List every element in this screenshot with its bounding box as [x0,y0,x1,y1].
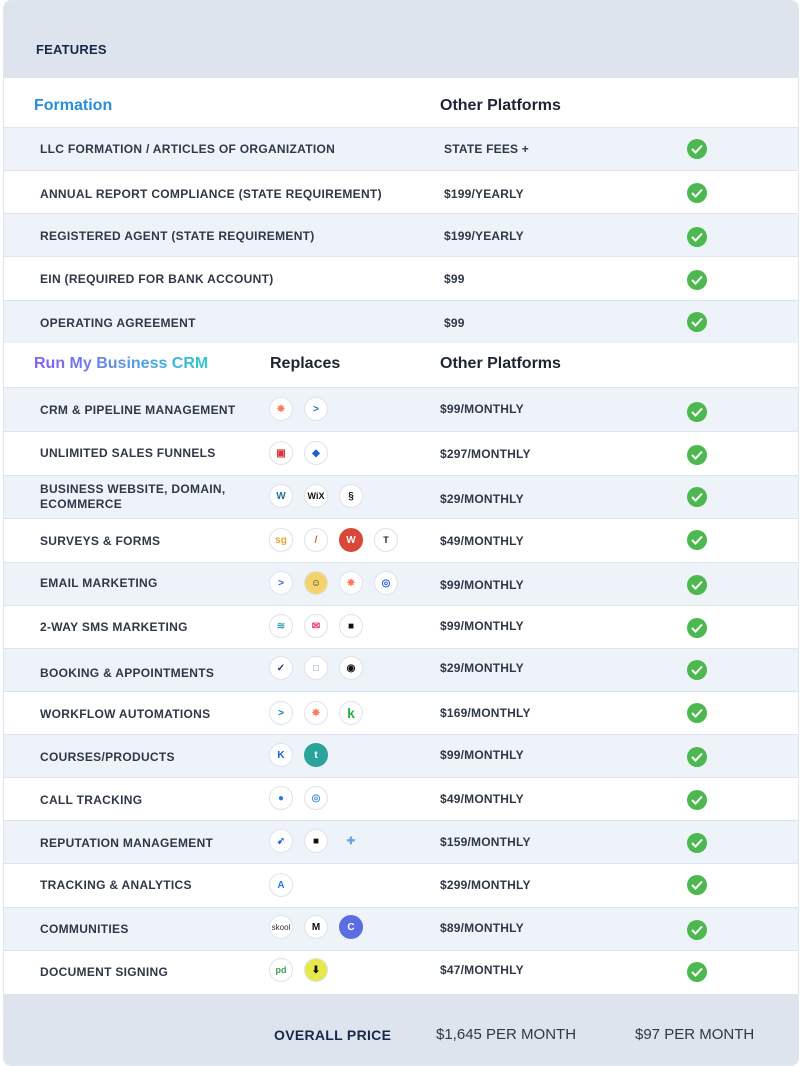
feature-label: BOOKING & APPOINTMENTS [40,666,215,680]
analytics-icon: A [269,873,293,897]
other-price: $99 [444,272,465,286]
our-total: $97 PER MONTH [635,1026,755,1043]
feature-label: LLC FORMATION / ARTICLES OF ORGANIZATION [40,142,336,156]
check-icon [687,875,707,895]
feature-label-line2: ECOMMERCE [40,497,123,511]
constant-contact-icon: ◎ [374,571,398,595]
table-row [4,734,798,777]
table-row [4,387,798,431]
table-row [4,863,798,907]
calendly-icon: ✓ [269,656,293,680]
replaces-icons [269,786,328,810]
replaces-icons [269,528,398,552]
check-icon [687,618,707,638]
other-price: $99 [444,316,465,330]
activecampaign-icon: > [304,397,328,421]
other-price: $47/MONTHLY [440,963,524,977]
formation-section-header [4,85,798,127]
other-price: $29/MONTHLY [440,661,524,675]
feature-label: WORKFLOW AUTOMATIONS [40,707,211,721]
other-platforms-total: $1,645 PER MONTH [436,1026,577,1043]
mailchimp-icon: ☺ [304,571,328,595]
feature-label: ANNUAL REPORT COMPLIANCE (STATE REQUIREMENT) [40,187,382,201]
wix-icon: WiX [304,484,328,508]
check-icon [687,790,707,810]
calendar-icon: □ [304,656,328,680]
overall-price-footer [4,994,798,1065]
other-price: $99/MONTHLY [440,578,524,592]
replaces-icons [269,397,328,421]
other-price: $169/MONTHLY [440,706,531,720]
feature-label: REGISTERED AGENT (STATE REQUIREMENT) [40,229,315,243]
feature-label: COMMUNITIES [40,922,129,936]
table-row [4,213,798,256]
feature-label: 2-WAY SMS MARKETING [40,620,188,634]
crm-section-header [4,343,798,385]
feature-label: OPERATING AGREEMENT [40,316,196,330]
birdeye-icon: ➶ [269,829,293,853]
kajabi-icon: K [269,743,293,767]
check-icon [687,183,707,203]
other-price: $99/MONTHLY [440,619,524,633]
table-row [4,605,798,648]
other-price: $29/MONTHLY [440,492,524,506]
skool-icon: skool [269,915,293,939]
feature-label: COURSES/PRODUCTS [40,750,175,764]
typeform-icon: T [374,528,398,552]
activecampaign-icon: > [269,701,293,725]
feature-label [40,482,226,512]
table-row [4,907,798,950]
features-title: FEATURES [36,42,107,57]
table-row [4,691,798,734]
surveygizmo-icon: sg [269,528,293,552]
leadpages-icon: ◆ [304,441,328,465]
feature-label: CALL TRACKING [40,793,143,807]
other-price: $159/MONTHLY [440,835,531,849]
check-icon [687,487,707,507]
check-icon [687,227,707,247]
clickfunnels-icon: ▣ [269,441,293,465]
table-row [4,777,798,820]
replaces-icons [269,441,328,465]
replaces-icons [269,484,363,508]
check-icon [687,270,707,290]
grade-us-icon: ✚ [346,835,356,847]
check-icon [687,402,707,422]
check-icon [687,445,707,465]
formation-other-platforms-header: Other Platforms [440,97,561,114]
check-icon [687,833,707,853]
other-price: $99/MONTHLY [440,748,524,762]
teachable-icon: t [304,743,328,767]
other-price: $199/YEARLY [444,229,524,243]
pandadoc-icon: pd [269,958,293,982]
check-icon [687,920,707,940]
replaces-icons [269,873,293,897]
mighty-networks-icon: M [304,915,328,939]
check-icon [687,660,707,680]
wordpress-icon: W [269,484,293,508]
table-row [4,431,798,475]
crm-title: Run My Business CRM [34,355,209,372]
feature-label: CRM & PIPELINE MANAGEMENT [40,403,236,417]
replaces-icons [269,571,398,595]
surveymonkey-icon: / [304,528,328,552]
hubspot-icon: ✸ [304,701,328,725]
other-price: $299/MONTHLY [440,878,531,892]
acuity-icon: ◉ [339,656,363,680]
table-row [4,950,798,994]
table-row [4,562,798,605]
check-icon [687,747,707,767]
replaces-icons [269,614,363,638]
crm-other-platforms-header: Other Platforms [440,355,561,372]
podium-icon: ■ [339,614,363,638]
replaces-icons [269,958,328,982]
feature-label: EMAIL MARKETING [40,576,158,590]
check-icon [687,575,707,595]
feature-label: SURVEYS & FORMS [40,534,161,548]
check-icon [687,312,707,332]
feature-label: EIN (REQUIRED FOR BANK ACCOUNT) [40,272,274,286]
check-icon [687,962,707,982]
location-pin-icon: ● [269,786,293,810]
squarespace-icon: § [339,484,363,508]
table-row [4,518,798,562]
other-price: $49/MONTHLY [440,792,524,806]
table-row [4,256,798,300]
pricing-comparison-table [3,0,799,1066]
textmagic-icon: ✉ [304,614,328,638]
other-price: $49/MONTHLY [440,534,524,548]
podium-icon: ■ [304,829,328,853]
replaces-icons [269,915,363,939]
other-price: $89/MONTHLY [440,921,524,935]
feature-label: REPUTATION MANAGEMENT [40,836,214,850]
wufoo-icon: W [339,528,363,552]
hubspot-icon: ✸ [339,571,363,595]
table-row [4,127,798,170]
table-row [4,475,798,518]
other-price: $99/MONTHLY [440,402,524,416]
other-price: STATE FEES + [444,142,529,156]
hubspot-icon: ✸ [269,397,293,421]
formation-title: Formation [34,97,113,114]
circle-icon: C [339,915,363,939]
other-price: $199/YEARLY [444,187,524,201]
overall-price-label: OVERALL PRICE [274,1027,392,1043]
replaces-header: Replaces [270,355,341,372]
table-row [4,820,798,863]
replaces-icons [269,656,363,680]
activecampaign-icon: > [269,571,293,595]
docusign-icon: ⬇ [304,958,328,982]
replaces-icons [269,743,328,767]
keap-icon: k [339,701,363,725]
check-icon [687,139,707,159]
features-header [4,1,798,78]
feature-label: UNLIMITED SALES FUNNELS [40,446,216,460]
table-row [4,170,798,213]
feature-label-line1: BUSINESS WEBSITE, DOMAIN, [40,482,226,496]
feature-label: DOCUMENT SIGNING [40,965,169,979]
feature-label: TRACKING & ANALYTICS [40,878,192,892]
callrail-icon: ◎ [304,786,328,810]
other-price: $297/MONTHLY [440,447,531,461]
check-icon [687,703,707,723]
table-row [4,648,798,691]
replaces-icons [269,829,363,853]
replaces-icons [269,701,363,725]
check-icon [687,530,707,550]
sms-layers-icon: ≋ [269,614,293,638]
table-row [4,300,798,343]
